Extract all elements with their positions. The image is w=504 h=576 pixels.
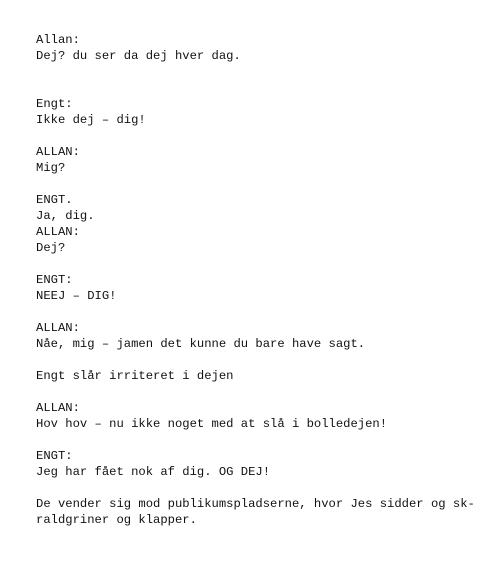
speaker-label: Allan: (36, 33, 80, 47)
dialogue-line: Hov hov – nu ikke noget med at slå i bolledejen! (36, 417, 388, 431)
speaker-label: Engt: (36, 97, 73, 111)
speaker-label: ALLAN: (36, 145, 80, 159)
speaker-label: ENGT. (36, 193, 73, 207)
speaker-label: ALLAN: (36, 401, 80, 415)
dialogue-line: Ikke dej – dig! (36, 113, 146, 127)
speaker-label: ENGT: (36, 449, 73, 463)
dialogue-line: Dej? (36, 241, 66, 255)
speaker-label: ALLAN: (36, 225, 80, 239)
stage-direction: Engt slår irriteret i dejen (36, 369, 234, 383)
stage-direction: De vender sig mod publikumspladserne, hvor Jes sidder og sk- (36, 497, 475, 511)
dialogue-line: Mig? (36, 161, 66, 175)
dialogue-line: Nåe, mig – jamen det kunne du bare have sagt. (36, 337, 366, 351)
dialogue-line: Jeg har fået nok af dig. OG DEJ! (36, 465, 271, 479)
dialogue-line: NEEJ – DIG! (36, 289, 117, 303)
dialogue-line: Dej? du ser da dej hver dag. (36, 49, 241, 63)
speaker-label: ENGT: (36, 273, 73, 287)
speaker-label: ALLAN: (36, 321, 80, 335)
stage-direction: raldgriner og klapper. (36, 513, 197, 527)
dialogue-line: Ja, dig. (36, 209, 95, 223)
